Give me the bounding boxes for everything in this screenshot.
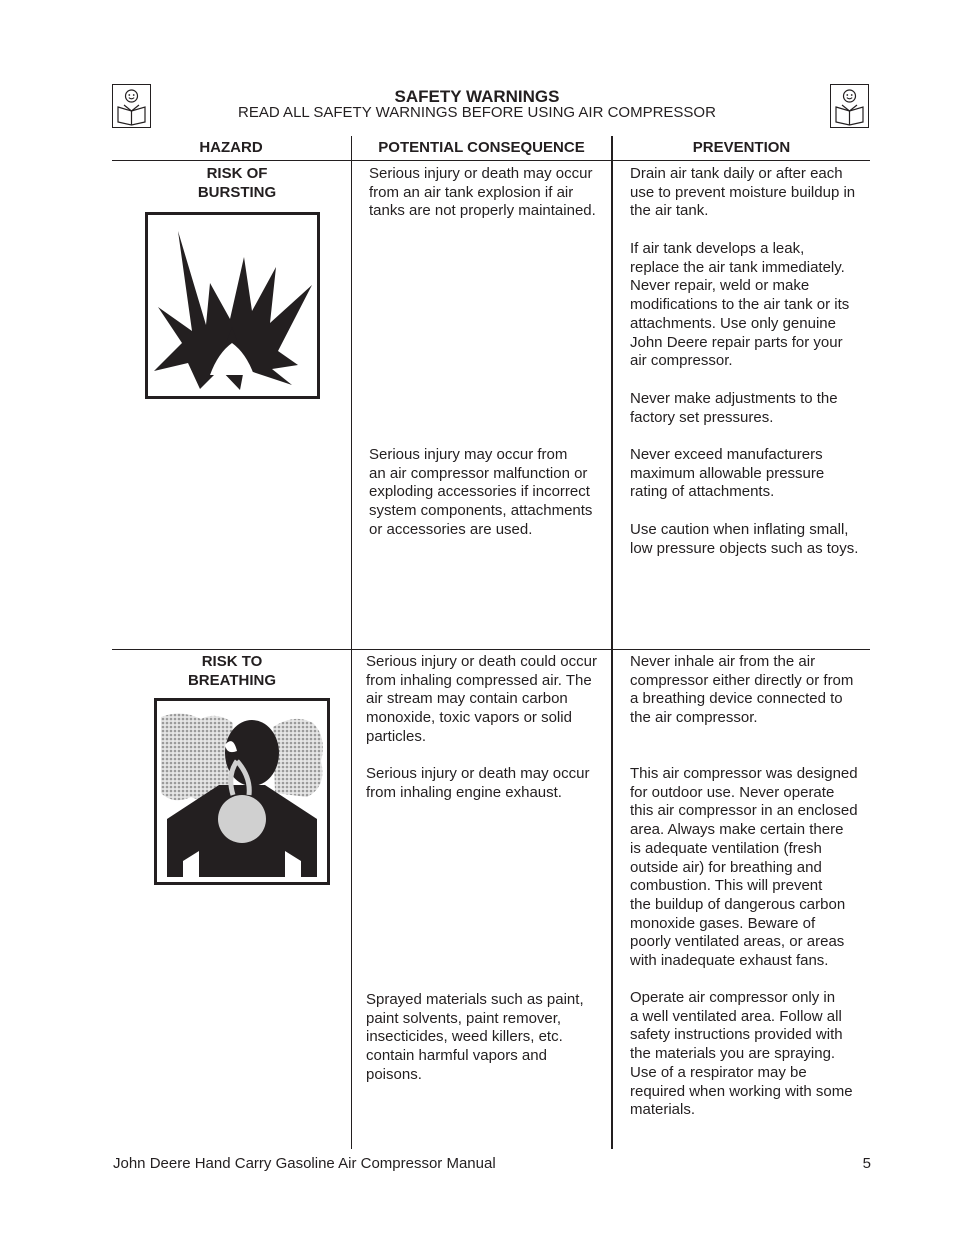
column-header-prevention: PREVENTION <box>692 139 791 156</box>
hazard-label-breathing: RISK TO BREATHING <box>187 653 277 689</box>
page-title: SAFETY WARNINGS <box>394 87 560 106</box>
page-subtitle: READ ALL SAFETY WARNINGS BEFORE USING AIR COMPRESSOR <box>238 104 716 121</box>
column-header-hazard: HAZARD <box>199 139 263 156</box>
prevention-text: Never exceed manufacturers maximum allowable pressure rating of attachments. <box>630 446 825 501</box>
table-header-rule <box>112 160 870 161</box>
consequence-text: Serious injury or death may occur from inhaling engine exhaust. <box>366 765 590 801</box>
inhalation-hazard-icon <box>154 698 330 885</box>
prevention-text: This air compressor was designed for outdoor use. Never operate this air compressor in an enclosed area. Always make certain there is adequate ventilation (fresh outside air) for breathing and combustion. This will prevent the buildup of dangerous carbon monoxide gases. Beware of poorly ventilated areas, or areas with inadequate exhaust fans. <box>630 765 858 970</box>
column-divider-left <box>351 136 352 1149</box>
section-divider-rule <box>112 649 870 650</box>
column-divider-right <box>611 136 613 1149</box>
prevention-text: Operate air compressor only in a well ventilated area. Follow all safety instructions provided with the materials you are spraying. Use of a respirator may be required when working with some materials. <box>630 989 853 1119</box>
explosion-icon <box>145 212 320 399</box>
hazard-label-bursting: RISK OF BURSTING <box>197 165 277 201</box>
footer-manual-title: John Deere Hand Carry Gasoline Air Compressor Manual <box>113 1155 496 1172</box>
prevention-text: Drain air tank daily or after each use to prevent moisture buildup in the air tank. <box>630 165 856 220</box>
prevention-text: Never inhale air from the air compressor either directly or from a breathing device connected to the air compressor. <box>630 653 854 727</box>
prevention-text: Use caution when inflating small, low pressure objects such as toys. <box>630 521 859 557</box>
consequence-text: Serious injury or death could occur from inhaling compressed air. The air stream may contain carbon monoxide, toxic vapors or solid particles. <box>366 653 597 745</box>
consequence-text: Serious injury may occur from an air compressor malfunction or exploding accessories if incorrect system components, attachments or accessories are used. <box>369 446 593 538</box>
prevention-text: If air tank develops a leak, replace the air tank immediately. Never repair, weld or make modifications to the air tank or its attachments. Use only genuine John Deere repair parts for your air compressor. <box>630 240 850 370</box>
column-header-consequence: POTENTIAL CONSEQUENCE <box>378 139 585 156</box>
prevention-text: Never make adjustments to the factory set pressures. <box>630 390 838 426</box>
page-number: 5 <box>862 1155 871 1172</box>
consequence-text: Sprayed materials such as paint, paint solvents, paint remover, insecticides, weed killers, etc. contain harmful vapors and poisons. <box>366 991 584 1083</box>
consequence-text: Serious injury or death may occur from an air tank explosion if air tanks are not properly maintained. <box>369 165 596 220</box>
